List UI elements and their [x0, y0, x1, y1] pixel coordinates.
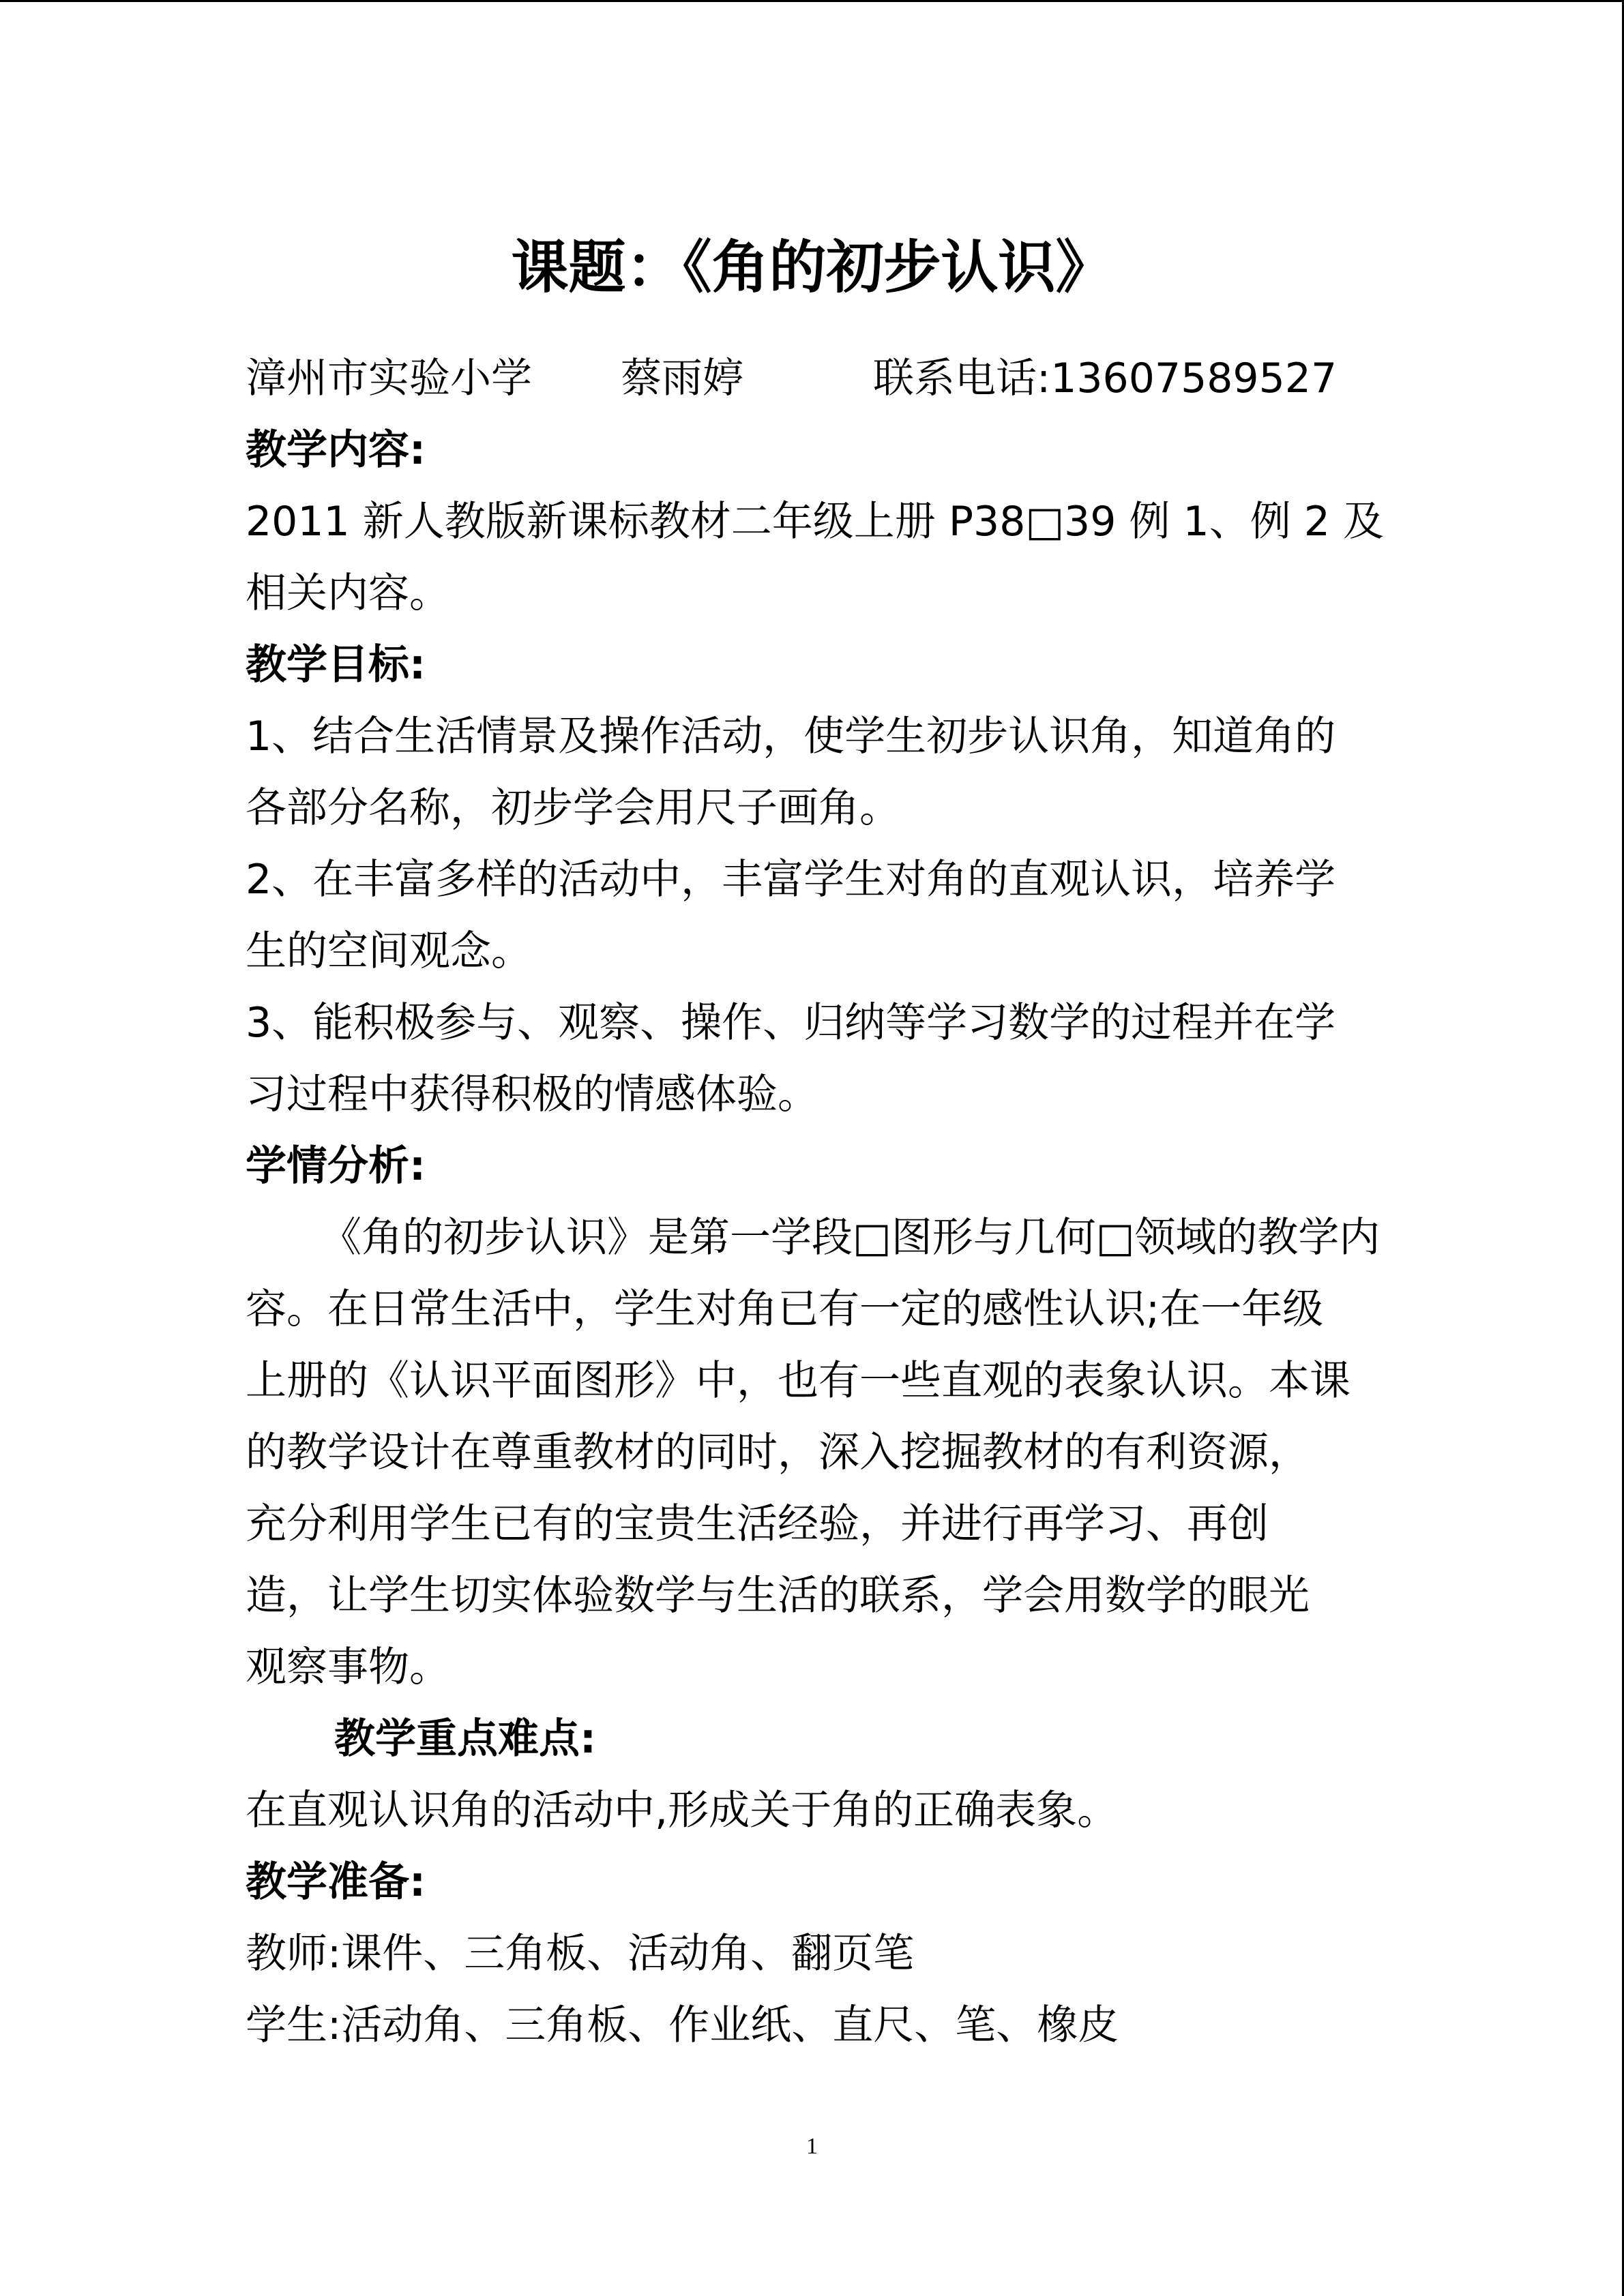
heading-key-points: 教学重点难点: [334, 1715, 596, 1763]
paragraph-line: 3、能积极参与、观察、操作、归纳等学习数学的过程并在学 [246, 999, 1336, 1047]
paragraph-line: 学生:活动角、三角板、作业纸、直尺、笔、橡皮 [246, 2001, 1119, 2049]
paragraph-line: 充分利用学生已有的宝贵生活经验，并进行再学习、再创 [246, 1500, 1269, 1548]
heading-student-analysis: 学情分析: [246, 1142, 426, 1190]
paragraph-line: 生的空间观念。 [246, 927, 532, 975]
page-border-top [0, 0, 1624, 2]
document-title: 课题：《角的初步认识》 [511, 234, 1113, 301]
heading-teaching-content: 教学内容: [246, 426, 426, 474]
paragraph-line: 容。在日常生活中，学生对角已有一定的感性认识;在一年级 [246, 1285, 1324, 1333]
paragraph-line: 各部分名称，初步学会用尺子画角。 [246, 784, 900, 832]
paragraph-line: 1、结合生活情景及操作活动，使学生初步认识角，知道角的 [246, 713, 1336, 760]
paragraph-line: 习过程中获得积极的情感体验。 [246, 1071, 818, 1118]
paragraph-line: 教师:课件、三角板、活动角、翻页笔 [246, 1930, 915, 1978]
paragraph-line: 在直观认识角的活动中,形成关于角的正确表象。 [246, 1787, 1119, 1834]
paragraph-line: 相关内容。 [246, 569, 450, 617]
paragraph-line: 上册的《认识平面图形》中，也有一些直观的表象认识。本课 [246, 1357, 1350, 1405]
contact-phone: 联系电话:13607589527 [873, 355, 1338, 402]
paragraph-line: 造，让学生切实体验数学与生活的联系，学会用数学的眼光 [246, 1572, 1310, 1620]
paragraph-line: 观察事物。 [246, 1643, 450, 1691]
paragraph-line: 的教学设计在尊重教材的同时，深入挖掘教材的有利资源， [246, 1429, 1310, 1476]
teacher-name: 蔡雨婷 [621, 355, 743, 402]
paragraph-line: 《角的初步认识》是第一学段□图形与几何□领域的教学内 [321, 1214, 1381, 1262]
paragraph-line: 2、在丰富多样的活动中，丰富学生对角的直观认识，培养学 [246, 856, 1336, 904]
author-line [246, 344, 1337, 413]
page-number: 1 [806, 2134, 818, 2159]
school-name: 漳州市实验小学 [246, 355, 532, 402]
heading-teaching-goals: 教学目标: [246, 641, 426, 689]
paragraph-line: 2011 新人教版新课标教材二年级上册 P38□39 例 1、例 2 及 [246, 498, 1385, 546]
heading-teaching-preparation: 教学准备: [246, 1858, 426, 1906]
